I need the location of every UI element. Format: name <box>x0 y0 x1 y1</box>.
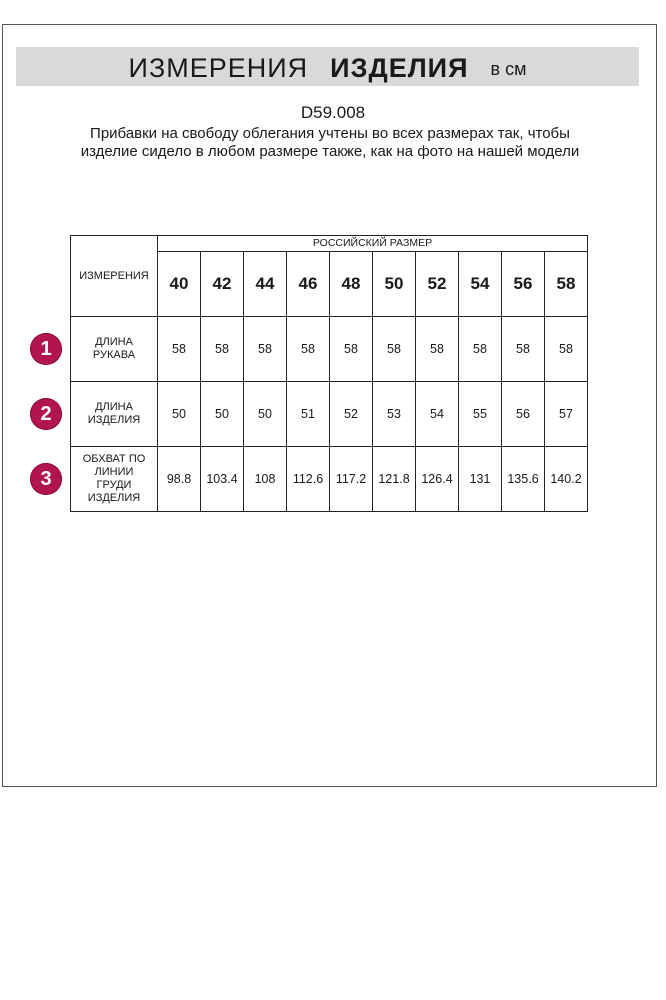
row-label-cell <box>71 382 158 447</box>
value-cell: 55 <box>459 382 502 447</box>
value-cell: 108 <box>244 447 287 512</box>
value-cell: 54 <box>416 382 459 447</box>
row-label-line: ИЗДЕЛИЯ <box>87 414 141 426</box>
value-cell: 58 <box>330 317 373 382</box>
value-cell: 140.2 <box>545 447 588 512</box>
size-header-cell: 56 <box>502 251 545 316</box>
row-label-line: ДЛИНА <box>95 401 133 413</box>
table-row <box>71 382 588 447</box>
title-units: в см <box>490 59 527 79</box>
table-row <box>71 447 588 512</box>
value-cell: 53 <box>373 382 416 447</box>
value-cell: 126.4 <box>416 447 459 512</box>
value-cell: 121.8 <box>373 447 416 512</box>
row-number-badge: 2 <box>30 398 62 430</box>
fit-note: Прибавки на свободу облегания учтены во всех размерах так, чтобы изделие сидело в любом размере также, как на фото на нашей модели <box>80 125 580 160</box>
value-cell: 50 <box>158 382 201 447</box>
size-header-cell: 52 <box>416 251 459 316</box>
product-code: D59.008 <box>300 103 366 122</box>
size-header-cell: 50 <box>373 251 416 316</box>
value-cell: 58 <box>201 317 244 382</box>
value-cell: 58 <box>545 317 588 382</box>
row-label-line: ЛИНИИ <box>94 466 134 478</box>
size-header-cell: 58 <box>545 251 588 316</box>
value-cell: 131 <box>459 447 502 512</box>
value-cell: 52 <box>330 382 373 447</box>
value-cell: 50 <box>244 382 287 447</box>
value-cell: 58 <box>416 317 459 382</box>
value-cell: 58 <box>459 317 502 382</box>
value-cell: 58 <box>287 317 330 382</box>
value-cell: 98.8 <box>158 447 201 512</box>
value-cell: 57 <box>545 382 588 447</box>
row-number-badge: 3 <box>30 463 62 495</box>
value-cell: 135.6 <box>502 447 545 512</box>
group-header-cell: РОССИЙСКИЙ РАЗМЕР <box>158 236 588 252</box>
measure-header-cell: ИЗМЕРЕНИЯ <box>71 236 158 317</box>
size-header-cell: 46 <box>287 251 330 316</box>
value-cell: 56 <box>502 382 545 447</box>
value-cell: 58 <box>244 317 287 382</box>
size-header-cell: 54 <box>459 251 502 316</box>
size-header-cell: 48 <box>330 251 373 316</box>
row-label-line: ИЗДЕЛИЯ <box>87 492 141 504</box>
size-header-cell: 40 <box>158 251 201 316</box>
row-label-cell <box>71 447 158 512</box>
size-table <box>70 235 588 512</box>
value-cell: 112.6 <box>287 447 330 512</box>
value-cell: 58 <box>373 317 416 382</box>
row-label-line: РУКАВА <box>92 349 136 361</box>
table-row <box>71 317 588 382</box>
value-cell: 103.4 <box>201 447 244 512</box>
value-cell: 117.2 <box>330 447 373 512</box>
title-bar <box>16 47 639 86</box>
value-cell: 50 <box>201 382 244 447</box>
row-label-cell <box>71 317 158 382</box>
row-number-badge: 1 <box>30 333 62 365</box>
value-cell: 51 <box>287 382 330 447</box>
row-label-line: ОБХВАТ ПО <box>82 453 146 465</box>
row-label-line: ГРУДИ <box>96 479 132 491</box>
row-label-line: ДЛИНА <box>95 336 133 348</box>
title-product: ИЗДЕЛИЯ <box>330 53 469 83</box>
title-measurements: ИЗМЕРЕНИЯ <box>128 53 309 83</box>
table-header-row <box>71 236 588 252</box>
size-header-cell: 44 <box>244 251 287 316</box>
value-cell: 58 <box>158 317 201 382</box>
value-cell: 58 <box>502 317 545 382</box>
size-header-cell: 42 <box>201 251 244 316</box>
